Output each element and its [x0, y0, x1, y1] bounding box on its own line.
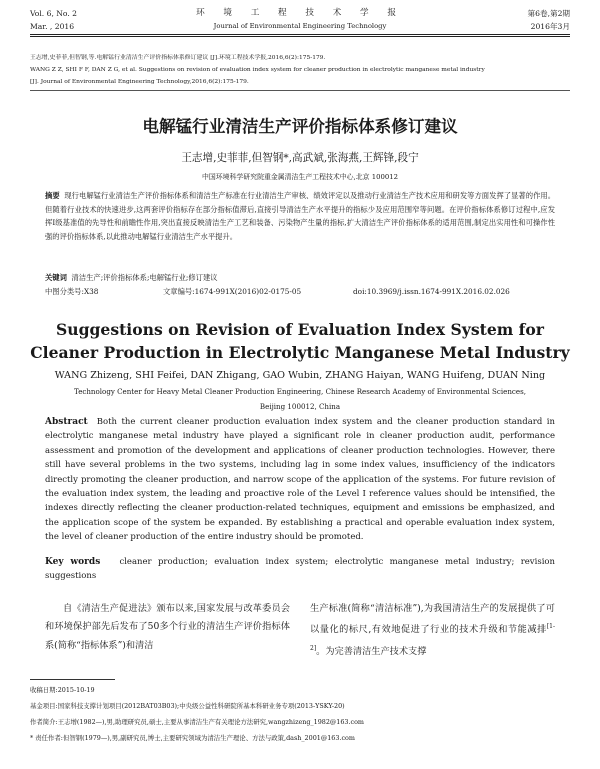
abstract-cn-label: 摘要 — [45, 191, 60, 200]
article-number: 文章编号:1674-991X(2016)02-0175-05 — [163, 287, 302, 296]
keywords-cn-text: 清洁生产;评价指标体系;电解锰行业;修订建议 — [71, 273, 218, 282]
journal-name-cn: 环 境 工 程 技 术 学 报 — [196, 8, 404, 18]
keywords-en — [45, 555, 555, 584]
body-left-text: 自《清洁生产促进法》颁布以来,国家发展与改革委员会和环境保护部先后发布了50多个行业的清洁生产评价指标体系(简称“指标体系”)和清洁 — [45, 603, 290, 651]
footnote-received: 收稿日期:2015-10-19 — [30, 686, 95, 694]
authors-cn: 王志增,史菲菲,但智钢*,高武斌,张海燕,王辉锋,段宁 — [181, 152, 419, 164]
body-column-left — [45, 600, 290, 655]
abstract-en-text: Both the current cleaner production evaluation index system and the cleaner production standard in electrolytic manganese metal industry have played a significant role in cleaner production audit, performance assessment and promotion of the development and applications of cleaner production technologies. However, there still have several problems in the two systems, including lag in some index values, insufficiency of the indicators directly promoting the cleaner production, and narrow scope of the application of the systems. For future revision of the evaluation index system, the leading and proactive role of the Level I reference values should be intensified, the indexes directly reflecting the cleaner production-related techniques, equipment and emissions be emphasized, and the application scope of the system be expanded. By establishing a practical and operable evaluation index system, the level of cleaner production of the entire industry should be promoted. — [45, 417, 555, 543]
citation-line-cn: 王志增,史菲菲,但智钢,等.电解锰行业清洁生产评价指标体系修订建议 [J].环境工程技术学报,2016,6(2):175-179. — [30, 55, 326, 61]
classification-line — [45, 285, 565, 298]
body-column-right — [310, 600, 555, 661]
abstract-en-label: Abstract — [45, 417, 88, 427]
citation-line-en-cont: [J]. Journal of Environmental Engineering Technology,2016,6(2):175-179. — [30, 79, 249, 85]
affiliation-en-line1: Technology Center for Heavy Metal Cleaner Production Engineering, Chinese Research Academy of Environmental Sciences, — [74, 387, 526, 396]
issue-cn: 第6卷,第2期 — [527, 9, 570, 18]
keywords-en-text: cleaner production; evaluation index system; electrolytic manganese metal industry; revision suggestions — [45, 557, 556, 582]
abstract-en — [45, 415, 555, 545]
volume-number: Vol. 6, No. 2 — [30, 9, 78, 18]
paper-title-en-line2: Cleaner Production in Electrolytic Manganese Metal Industry — [30, 343, 570, 362]
footnote-rule — [30, 679, 115, 680]
keywords-cn-label: 关键词 — [45, 273, 67, 282]
header-rule — [30, 34, 570, 35]
clc-number: 中图分类号:X38 — [45, 287, 99, 296]
keywords-en-label: Key words — [45, 557, 101, 567]
footnote-fund: 基金项目:国家科技支撑计划项目(2012BAT03B03);中央级公益性科研院所基本科研业务专项(2013-YSKY-20) — [30, 702, 345, 710]
body-right-text-cont: 。为完善清洁生产技术支撑 — [316, 645, 427, 657]
body-right-text: 生产标准(简称“清洁标准”),为我国清洁生产的发展提供了可以量化的标尺,有效地促进了行业的技术升级和节能减排 — [310, 603, 555, 636]
citation-rule — [30, 90, 570, 91]
abstract-cn — [45, 189, 555, 243]
paper-title-en-line1: Suggestions on Revision of Evaluation Index System for — [56, 320, 544, 339]
affiliation-en-line2: Beijing 100012, China — [259, 402, 341, 411]
authors-en: WANG Zhizeng, SHI Feifei, DAN Zhigang, GAO Wubin, ZHANG Haiyan, WANG Huifeng, DUAN Ning — [54, 370, 546, 381]
citation-line-en: WANG Z Z, SHI F F, DAN Z G, et al. Suggestions on revision of evaluation index system for cleaner production in electrolytic manganese metal industry — [30, 67, 485, 73]
abstract-cn-text: 现行电解锰行业清洁生产评价指标体系和清洁生产标准在行业清洁生产审核、绩效评定以及推动行业清洁生产技术应用和研发等方面发挥了显著的作用。但随着行业技术的快速进步,这两套评价指标存在部分指标值滞后,直接引导清洁生产水平提升的指标少及应用范围窄等问题。在评价指标体系修订过程中,应发挥Ⅰ级基准值的先导性和前瞻性作用,突出直接反映清洁生产工艺和装备、污染物产生量的指标,扩大清洁生产评价指标体系的适用范围,制定出实用性和可操作性强的评价指标体系,以此推动电解锰行业清洁生产水平提升。 — [45, 191, 556, 241]
date-cn: 2016年3月 — [530, 22, 570, 31]
body-reference: [1-2] — [310, 623, 555, 652]
paper-title-en — [0, 318, 600, 364]
date-en: Mar. , 2016 — [30, 22, 75, 31]
journal-name-en: Journal of Environmental Engineering Technology — [213, 22, 387, 30]
doi: doi:10.3969/j.issn.1674-991X.2016.02.026 — [353, 287, 510, 296]
keywords-cn — [45, 271, 555, 284]
footnote-corresponding: * 责任作者:但智钢(1979—),男,副研究员,博士,主要研究领域为清洁生产理论、方法与政策,dash_2001@163.com — [30, 734, 355, 742]
paper-title-cn: 电解锰行业清洁生产评价指标体系修订建议 — [142, 117, 458, 136]
affiliation-en — [40, 384, 560, 414]
footnote-author: 作者简介:王志增(1982—),男,助理研究员,硕士,主要从事清洁生产有关理论方法研究,wangzhizeng_1982@163.com — [30, 718, 364, 726]
affiliation-cn: 中国环境科学研究院重金属清洁生产工程技术中心,北京 100012 — [201, 173, 399, 181]
header-rule-thin — [30, 36, 570, 37]
